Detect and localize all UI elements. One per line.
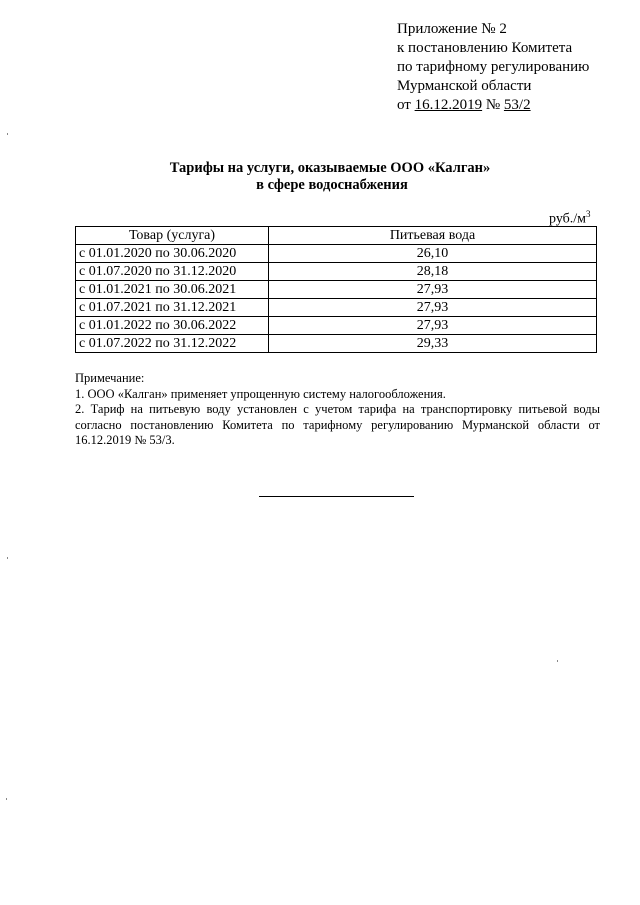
table-row [76, 317, 597, 335]
appendix-region-line: Мурманской области [397, 78, 532, 94]
unit-label [549, 209, 591, 228]
notes-heading: Примечание: [75, 371, 145, 385]
price-cell: 27,93 [269, 299, 597, 317]
appendix-date-prefix: от [397, 97, 411, 113]
period-cell: с 01.07.2021 по 31.12.2021 [76, 299, 269, 317]
table-row [76, 281, 597, 299]
scan-artifact [7, 557, 8, 559]
price-cell: 26,10 [269, 245, 597, 263]
table-row [76, 299, 597, 317]
price-cell: 29,33 [269, 335, 597, 353]
table-row [76, 335, 597, 353]
scan-artifact [6, 798, 7, 800]
price-cell: 28,18 [269, 263, 597, 281]
document-title [0, 160, 640, 194]
appendix-committee-line: по тарифному регулированию [397, 59, 590, 75]
appendix-date-line [397, 96, 589, 115]
scan-artifact [557, 660, 558, 662]
notes-block [75, 371, 600, 449]
appendix-reference-line: к постановлению Комитета [397, 40, 573, 56]
header-drinking-water: Питьевая вода [269, 227, 597, 245]
table-row [76, 263, 597, 281]
table-row [76, 245, 597, 263]
note-item: 1. ООО «Калган» применяет упрощенную систему налогообложения. [75, 386, 446, 401]
period-cell: с 01.07.2022 по 31.12.2022 [76, 335, 269, 353]
unit-base: руб./м [549, 211, 587, 227]
tariff-table [75, 226, 597, 353]
signature-divider [259, 496, 414, 497]
appendix-title: Приложение № 2 [397, 21, 507, 37]
period-cell: с 01.01.2020 по 30.06.2020 [76, 245, 269, 263]
title-line-1: Тарифы на услуги, оказываемые ООО «Калган» [169, 160, 491, 176]
appendix-date: 16.12.2019 [414, 97, 483, 113]
header-service: Товар (услуга) [76, 227, 269, 245]
appendix-block [397, 20, 589, 115]
title-line-2: в сфере водоснабжения [256, 177, 408, 193]
price-cell: 27,93 [269, 317, 597, 335]
scan-artifact [7, 133, 8, 135]
table-header-row [76, 227, 597, 245]
appendix-number: 53/2 [503, 97, 531, 113]
period-cell: с 01.01.2021 по 30.06.2021 [76, 281, 269, 299]
appendix-number-sign: № [485, 97, 501, 113]
unit-superscript: 3 [586, 209, 591, 219]
price-cell: 27,93 [269, 281, 597, 299]
period-cell: с 01.01.2022 по 30.06.2022 [76, 317, 269, 335]
note-item: 2. Тариф на питьевую воду установлен с учетом тарифа на транспортировку питьевой воды согласно постановлению Комитета по тарифному регулированию Мурманской области от 16.12.2019 № 53/3. [75, 402, 600, 447]
period-cell: с 01.07.2020 по 31.12.2020 [76, 263, 269, 281]
